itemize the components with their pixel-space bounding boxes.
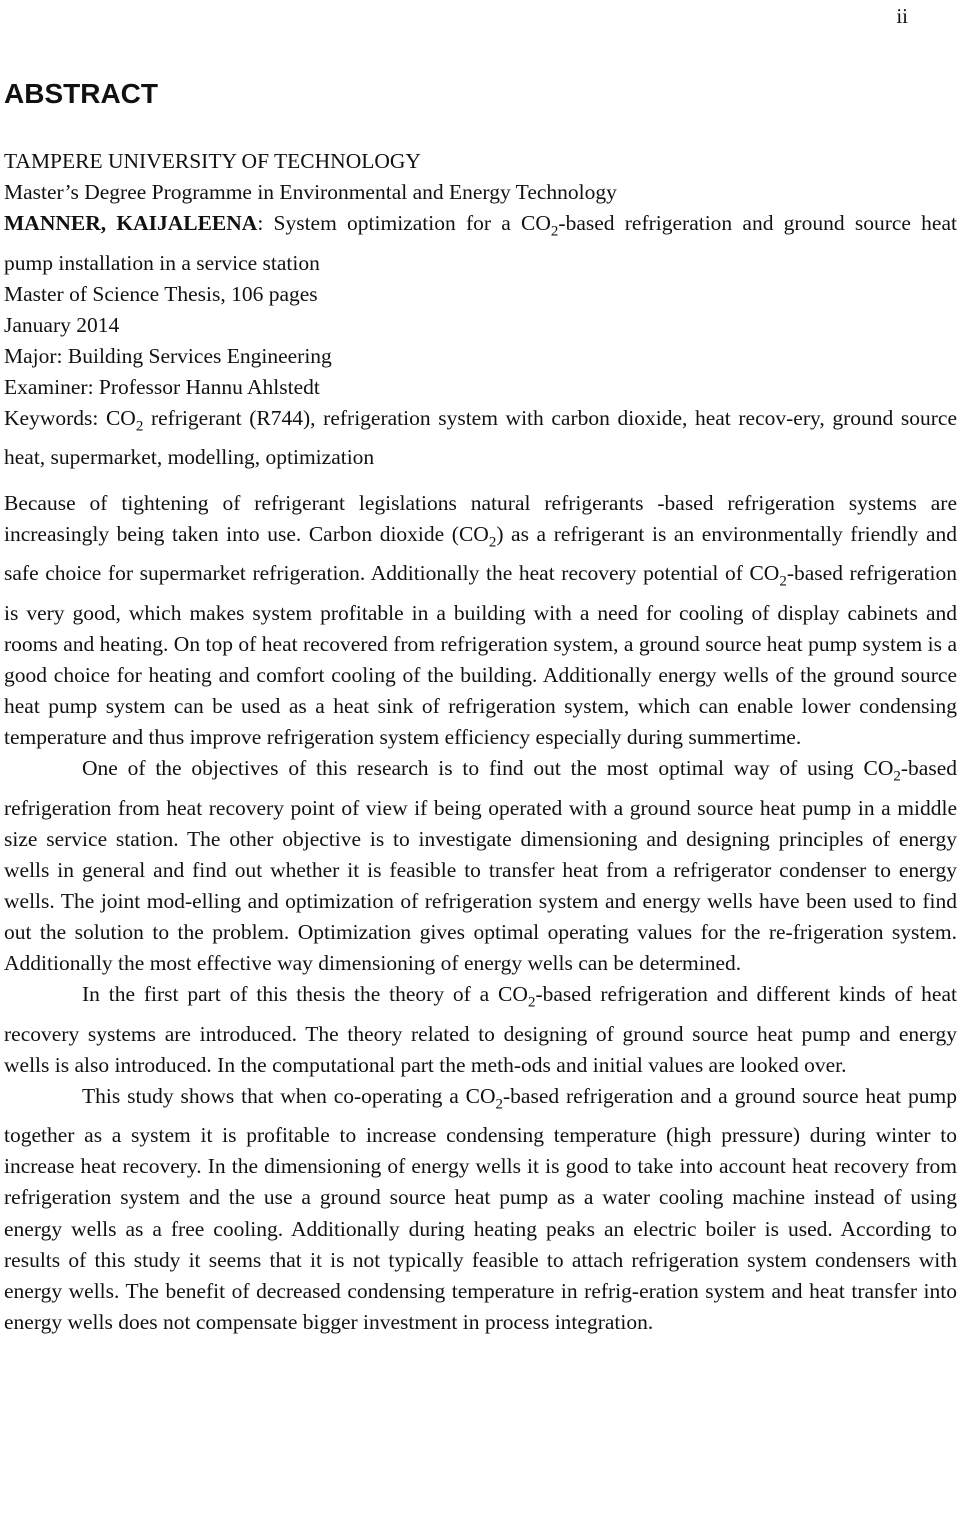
subscript-2: 2 [893,768,901,785]
subscript-2: 2 [488,534,497,551]
paragraph-3 [4,979,957,1081]
degree-programme: Master’s Degree Programme in Environmental and Energy Technology [4,180,617,205]
page-number: ii [896,4,908,28]
thesis-metadata [4,146,957,474]
examiner: Examiner: Professor Hannu Ahlstedt [4,374,320,399]
paragraph-text: One of the objectives of this research is to find out the most optimal way of using CO [82,756,894,781]
paragraph-text: -based refrigeration and different kinds of heat recovery systems are introduced. The theory related to designing of ground source heat pump and energy wells is also introduced. In the computational part the meth-ods and initial values are looked over. [4,982,957,1077]
paragraph-text: -based refrigeration from heat recovery point of view if being operated with a ground source heat pump in a middle size service station. The other objective is to investigate dimensioning and designing principles of energy wells in general and find out whether it is feasible to transfer heat from a refrigerator condenser to energy wells. The joint mod-elling and optimization of refrigeration system and energy wells have been used to find out the solution to the problem. Optimization gives optimal operating values for the re-frigeration system. Additionally the most effective way dimensioning of energy wells can be determined. [4,756,957,976]
abstract-heading: ABSTRACT [4,78,158,109]
paragraph-2 [4,753,957,979]
paragraph-text: Because of tightening of refrigerant legislations natural refrigerants -based refrigeration systems are increasingly being taken into use. Carbon dioxide (CO [4,491,957,547]
author-and-title [4,208,957,278]
keywords [4,403,957,473]
paragraph-text: -based refrigeration and a ground source heat pump together as a system it is profitable to increase condensing temperature (high pressure) during winter to increase heat recovery. In the dimensioning of energy wells it is good to take into account heat recovery from refrigeration system and the use a ground source heat pump as a water cooling machine instead of using energy wells as a free cooling. Additionally during heating peaks an electric boiler is used. According to results of this study it seems that it is not typically feasible to attach refrigeration system condensers with energy wells. The benefit of decreased condensing temperature in refrig-eration system and heat transfer into energy wells does not compensate bigger investment in process integration. [4,1083,957,1334]
paragraph-1 [4,488,957,753]
paragraph-text: ) as a refrigerant is an environmentally friendly and safe choice for supermarket refrigeration. Additionally the heat recovery potential of CO [4,522,957,586]
paragraph-text: -based refrigeration is very good, which makes system profitable in a building with a need for cooling of display cabinets and rooms and heating. On top of heat recovered from refrigeration system, a ground source heat pump system is a good choice for heating and comfort cooling of the building. Additionally energy wells of the ground source heat pump system can be used as a heat sink of refrigeration system, which can enable lower condensing temperature and thus improve refrigeration system efficiency especially during summertime. [4,561,957,750]
paragraph-text: In the first part of this thesis the theory of a CO [82,982,528,1007]
thesis-info: Master of Science Thesis, 106 pages [4,281,318,306]
subscript-2: 2 [495,1096,503,1113]
university-name: TAMPERE UNIVERSITY OF TECHNOLOGY [4,149,421,173]
abstract-body [4,488,957,1338]
subscript-2: 2 [527,994,536,1011]
keywords-part-2: refrigerant (R744), refrigeration system with carbon dioxide, heat recov-ery, ground source heat, supermarket, modelling, optimization [4,406,957,470]
subscript-2: 2 [135,418,144,435]
thesis-date: January 2014 [4,312,120,337]
thesis-title-part-2: -based refrigeration and ground source heat pump installation in a service station [4,211,957,275]
paragraph-text: This study shows that when co-operating a CO [82,1083,496,1108]
major: Major: Building Services Engineering [4,343,332,368]
paragraph-4 [4,1081,957,1338]
thesis-title-part-1: : System optimization for a CO [257,211,551,236]
subscript-2: 2 [550,223,559,240]
author-name: MANNER, KAIJALEENA [4,211,258,236]
subscript-2: 2 [779,573,787,590]
keywords-part-1: Keywords: CO [4,406,136,431]
